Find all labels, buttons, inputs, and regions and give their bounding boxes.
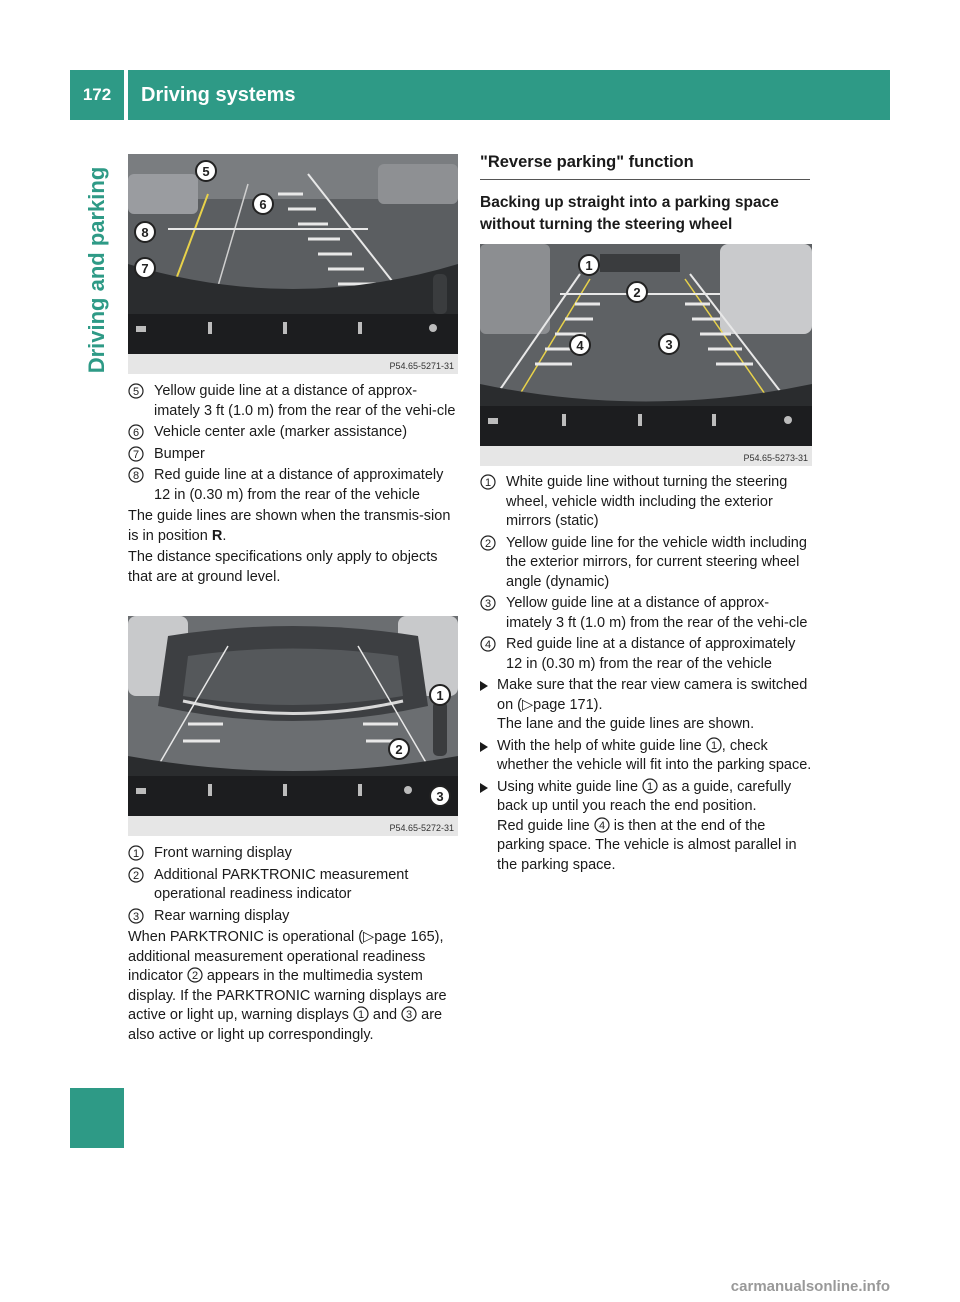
- callout-1-icon: [430, 685, 450, 705]
- number-3-icon: [480, 595, 496, 611]
- page-ref-arrow-icon: ▷: [522, 696, 534, 713]
- footer-watermark: carmanualsonline.info: [730, 1278, 890, 1295]
- legend-text: Red guide line at a distance of approximately 12 in (0.30 m) from the rear of the vehicle: [506, 636, 796, 672]
- parktronic-camera-image: [128, 616, 458, 816]
- svg-text:7: 7: [132, 448, 140, 461]
- svg-text:1: 1: [357, 1009, 364, 1021]
- list-item: [480, 473, 814, 532]
- svg-text:3: 3: [132, 910, 140, 923]
- callout-7-icon: [135, 258, 155, 278]
- figure-reverse-parking: [480, 244, 812, 466]
- number-4-icon: [594, 817, 610, 833]
- figure-rear-camera-guidelines: [128, 154, 458, 374]
- list-item: [128, 866, 460, 905]
- list-item: [128, 466, 460, 505]
- svg-text:8: 8: [141, 225, 149, 240]
- list-item: [128, 907, 460, 927]
- svg-text:2: 2: [484, 537, 492, 550]
- list-item: [128, 844, 460, 864]
- paragraph: The guide lines are shown when the transmis-sion is in position R.: [128, 508, 451, 544]
- number-1-icon: [128, 845, 144, 861]
- callout-3-icon: [659, 334, 679, 354]
- callout-5-icon: [196, 161, 216, 181]
- number-8-icon: [128, 467, 144, 483]
- svg-text:1: 1: [484, 477, 492, 489]
- legend-text: Yellow guide line at a distance of approx-imately 3 ft (1.0 m) from the rear of the vehi-cle: [154, 383, 456, 419]
- list-item: [128, 382, 460, 421]
- number-6-icon: [128, 424, 144, 440]
- paragraph: The distance specifications only apply to objects that are at ground level.: [128, 549, 438, 585]
- svg-text:5: 5: [132, 386, 140, 398]
- page-ref-arrow-icon: ▷: [363, 929, 375, 945]
- side-tab: [70, 120, 124, 390]
- number-3-icon: [128, 908, 144, 924]
- instruction-step: With the help of white guide line 1 , check whether the vehicle will fit into the parking space.: [480, 737, 814, 776]
- legend-text: White guide line without turning the steering wheel, vehicle width including the exterior mirrors (static): [506, 474, 788, 529]
- list-item: [480, 594, 814, 633]
- svg-text:4: 4: [576, 338, 584, 353]
- number-2-icon: [187, 967, 203, 983]
- svg-text:3: 3: [665, 337, 673, 352]
- callout-8-icon: [135, 222, 155, 242]
- callout-3-icon: [430, 786, 450, 806]
- svg-text:5: 5: [202, 164, 210, 179]
- section-subtitle: Backing up straight into a parking space without turning the steering wheel: [480, 194, 779, 233]
- figure-code: P54.65-5271-31: [389, 361, 454, 371]
- list-item: [480, 534, 814, 593]
- figure-code: P54.65-5272-31: [389, 823, 454, 833]
- number-7-icon: [128, 446, 144, 462]
- reverse-parking-camera-image: [480, 244, 812, 446]
- svg-text:6: 6: [132, 427, 140, 439]
- legend-text: Vehicle center axle (marker assistance): [154, 424, 408, 440]
- page-number: 172: [82, 85, 112, 104]
- svg-text:2: 2: [633, 285, 641, 300]
- callout-2-icon: [389, 739, 409, 759]
- svg-text:2: 2: [191, 970, 198, 982]
- side-tab-block: [70, 1088, 124, 1148]
- svg-text:3: 3: [436, 789, 444, 804]
- legend-text: Yellow guide line at a distance of approx-imately 3 ft (1.0 m) from the rear of the vehi-cle: [506, 595, 808, 631]
- svg-text:1: 1: [647, 780, 654, 793]
- figure-code: P54.65-5273-31: [743, 453, 808, 463]
- legend-text: Red guide line at a distance of approximately 12 in (0.30 m) from the rear of the vehicle: [154, 467, 444, 503]
- number-2-icon: [480, 535, 496, 551]
- legend-text: Yellow guide line for the vehicle width including the exterior mirrors, for current steering wheel angle (dynamic): [506, 534, 807, 590]
- svg-text:3: 3: [484, 598, 492, 610]
- section-title: "Reverse parking" function: [480, 153, 694, 171]
- callout-4-icon: [570, 335, 590, 355]
- svg-text:4: 4: [484, 639, 492, 651]
- rear-camera-image: [128, 154, 458, 354]
- number-1-icon: [642, 778, 658, 794]
- list-item: [128, 423, 460, 443]
- step-arrow-icon: [480, 681, 488, 691]
- section-rule: [480, 179, 810, 180]
- number-5-icon: [128, 383, 144, 399]
- svg-text:8: 8: [132, 470, 140, 482]
- svg-text:2: 2: [132, 869, 140, 882]
- page-title: Driving systems: [141, 83, 296, 106]
- instruction-step: Using white guide line 1 as a guide, carefully back up until you reach the end position. Red guide line 4 is then at the end of the parking space. The vehicle is almost parallel in the parking space.: [480, 778, 814, 876]
- svg-text:6: 6: [259, 197, 267, 212]
- left-column-text-2: [128, 844, 460, 1047]
- svg-text:1: 1: [132, 848, 140, 860]
- number-1-icon: [706, 737, 722, 753]
- svg-text:2: 2: [395, 742, 403, 757]
- instruction-step: Make sure that the rear view camera is switched on (▷page 171). The lane and the guide lines are shown.: [480, 676, 814, 735]
- callout-6-icon: [253, 194, 273, 214]
- number-1-icon: [353, 1006, 369, 1022]
- legend-text: Front warning display: [154, 845, 292, 861]
- number-4-icon: [480, 636, 496, 652]
- svg-text:3: 3: [406, 1009, 413, 1021]
- left-column-text: [128, 382, 460, 589]
- legend-text: Rear warning display: [154, 907, 290, 924]
- number-2-icon: [128, 867, 144, 883]
- svg-text:1: 1: [710, 739, 717, 752]
- step-arrow-icon: [480, 783, 488, 793]
- right-column-text: [480, 473, 814, 877]
- figure-parktronic-display: [128, 616, 458, 836]
- step-arrow-icon: [480, 742, 488, 752]
- header-divider: [124, 70, 128, 120]
- svg-text:1: 1: [436, 688, 444, 703]
- svg-text:4: 4: [598, 819, 605, 832]
- paragraph: When PARKTRONIC is operational (▷page 165), additional measurement operational readiness indicator 2 appears in the multimedia system display. If the PARKTRONIC warning displays are active or light up, warning displays 1 and 3 are also active or light up correspondingly.: [128, 929, 447, 1043]
- list-item: [128, 445, 460, 465]
- number-1-icon: [480, 474, 496, 490]
- legend-text: Additional PARKTRONIC measurement operational readiness indicator: [154, 866, 409, 902]
- callout-1-icon: [579, 255, 599, 275]
- legend-text: Bumper: [154, 445, 205, 462]
- list-item: [480, 635, 814, 674]
- svg-text:1: 1: [585, 258, 593, 273]
- side-tab-label: Driving and parking: [84, 166, 109, 374]
- number-3-icon: [401, 1006, 417, 1022]
- callout-2-icon: [627, 282, 647, 302]
- svg-text:7: 7: [141, 261, 149, 276]
